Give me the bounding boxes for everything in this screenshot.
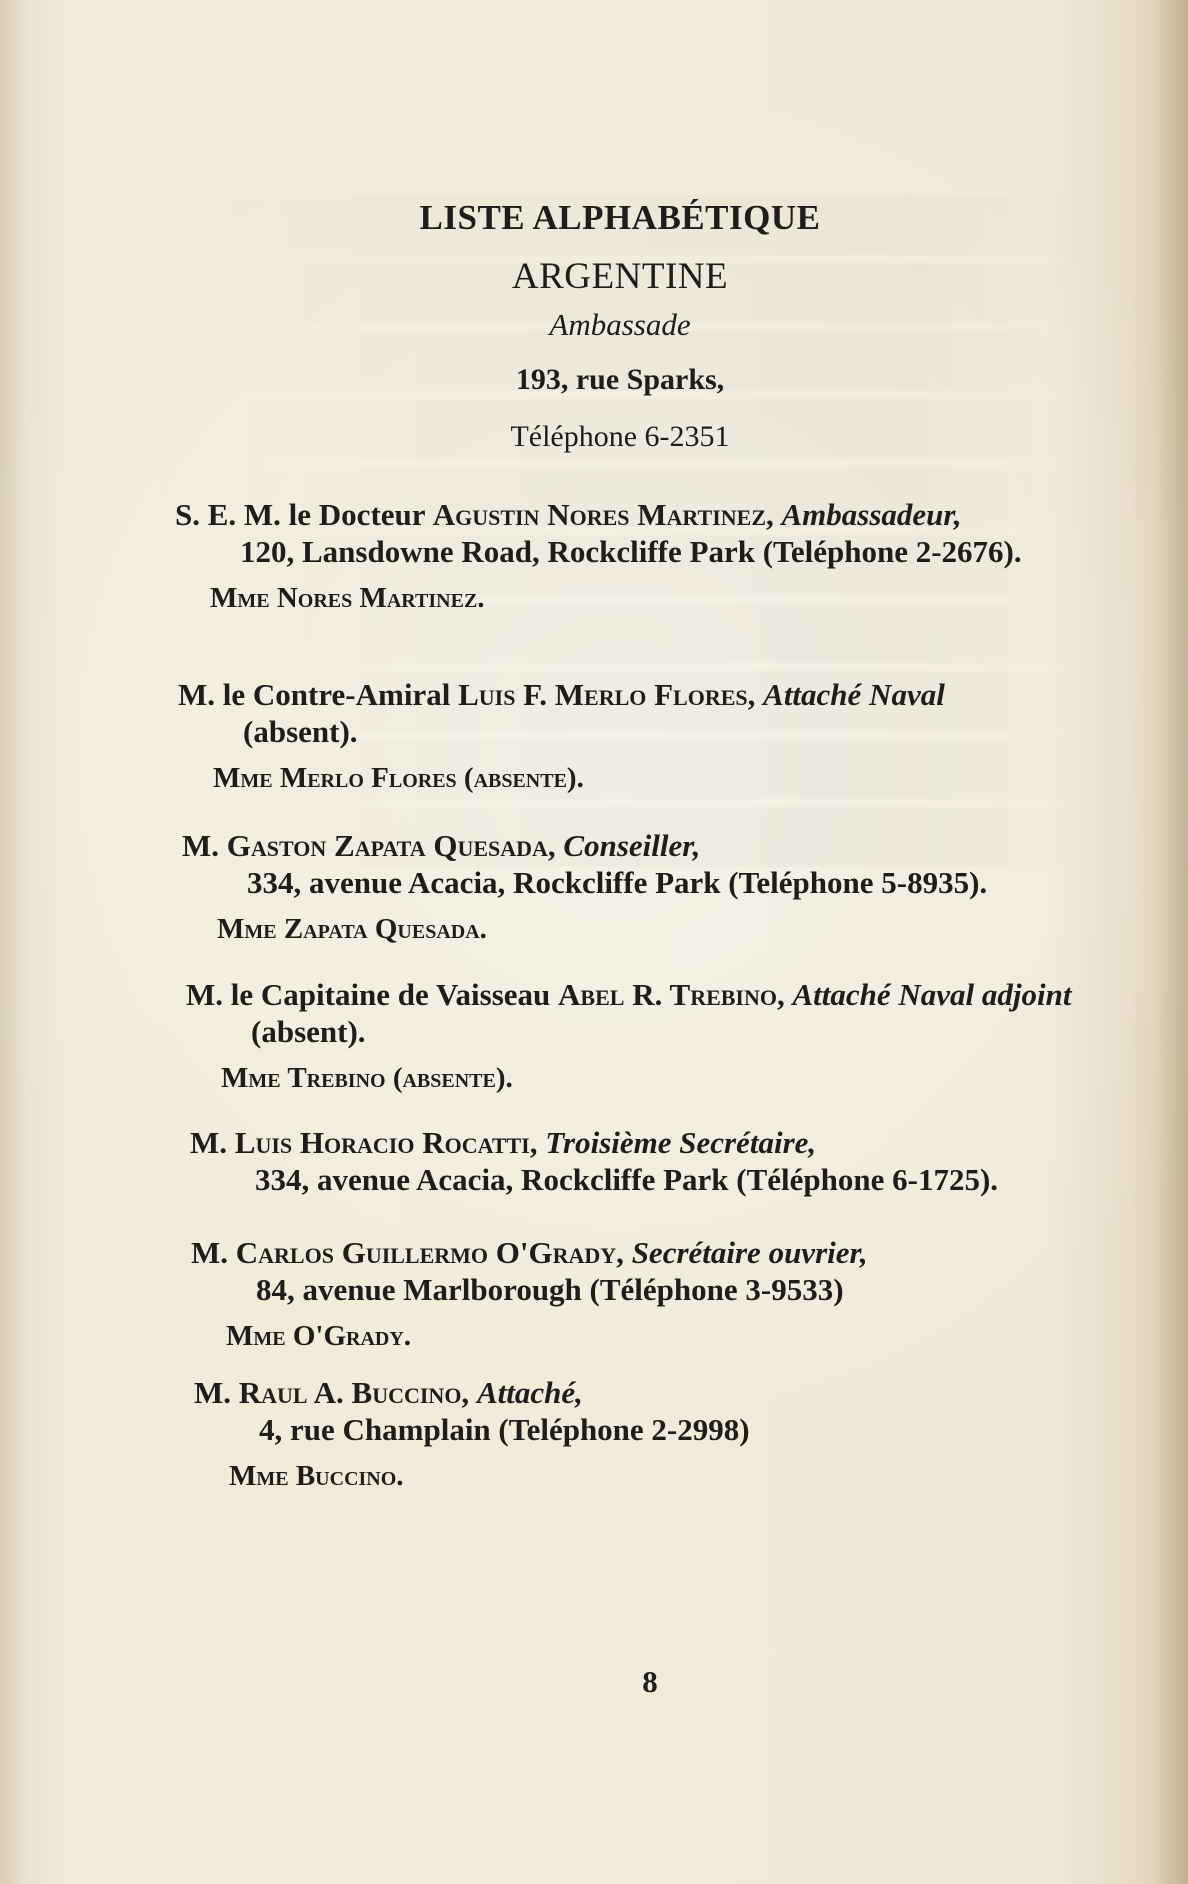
spouse-entry: Mme O'Grady. <box>226 1320 412 1352</box>
staff-entry <box>191 1234 1096 1355</box>
page-number: 8 <box>642 1664 658 1699</box>
entry-details: 120, Lansdowne Road, Rockcliffe Park (Teléphone 2-2676). <box>240 534 1022 569</box>
entry-heading <box>182 827 1087 864</box>
entry-heading <box>194 1374 1099 1411</box>
mission-address: 193, rue Sparks, <box>515 363 725 396</box>
entry-heading <box>191 1234 1096 1271</box>
mission-telephone: Téléphone 6-2351 <box>510 420 730 453</box>
entry-name: Raul A. Buccino, <box>238 1375 470 1410</box>
staff-entry <box>190 1124 1095 1198</box>
entry-details: (absent). <box>251 1014 366 1049</box>
mission-type: Ambassade <box>549 307 691 342</box>
entry-name: Carlos Guillermo O'Grady, <box>235 1235 624 1270</box>
staff-entry <box>178 676 1083 797</box>
entry-details: 334, avenue Acacia, Rockcliffe Park (Téléphone 6-1725). <box>255 1162 999 1197</box>
entry-role: Attaché Naval adjoint <box>792 977 1072 1012</box>
spouse-entry: Mme Merlo Flores (absente). <box>213 762 584 794</box>
entry-role: Conseiller, <box>563 828 701 863</box>
entry-prefix: M. le Contre-Amiral <box>178 677 459 712</box>
entry-prefix: M. <box>191 1235 236 1270</box>
entry-details: 4, rue Champlain (Teléphone 2-2998) <box>259 1412 750 1447</box>
entry-name: Luis F. Merlo Flores, <box>458 677 756 712</box>
entry-name: Agustin Nores Martinez, <box>432 497 774 532</box>
entry-heading <box>186 976 1091 1013</box>
entry-prefix: M. <box>194 1375 239 1410</box>
entry-heading <box>178 676 1083 713</box>
staff-entry <box>194 1374 1099 1495</box>
spouse-entry: Mme Trebino (absente). <box>221 1062 513 1094</box>
entry-heading <box>175 496 1080 533</box>
entry-role: Troisième Secrétaire, <box>545 1125 817 1160</box>
entry-prefix: M. <box>190 1125 235 1160</box>
staff-entry <box>186 976 1091 1097</box>
entry-role: Secrétaire ouvrier, <box>631 1235 868 1270</box>
entry-name: Abel R. Trebino, <box>558 977 785 1012</box>
entry-prefix: M. le Capitaine de Vaisseau <box>186 977 559 1012</box>
entry-prefix: M. <box>182 828 227 863</box>
spouse-entry: Mme Nores Martinez. <box>210 582 485 614</box>
spouse-entry: Mme Zapata Quesada. <box>217 913 487 945</box>
entry-prefix: S. E. M. le Docteur <box>175 497 433 532</box>
spouse-entry: Mme Buccino. <box>229 1460 404 1492</box>
entry-details: (absent). <box>243 714 358 749</box>
entry-role: Attaché Naval <box>763 677 945 712</box>
entry-name: Gaston Zapata Quesada, <box>226 828 556 863</box>
entry-details: 84, avenue Marlborough (Téléphone 3-9533) <box>256 1272 844 1307</box>
list-title: LISTE ALPHABÉTIQUE <box>419 198 821 237</box>
entry-role: Ambassadeur, <box>781 497 962 532</box>
entry-details: 334, avenue Acacia, Rockcliffe Park (Teléphone 5-8935). <box>247 865 988 900</box>
entry-heading <box>190 1124 1095 1161</box>
entry-role: Attaché, <box>476 1375 583 1410</box>
staff-entry <box>182 827 1087 948</box>
staff-entry <box>175 496 1080 617</box>
entry-name: Luis Horacio Rocatti, <box>234 1125 538 1160</box>
country-heading: ARGENTINE <box>511 256 729 297</box>
